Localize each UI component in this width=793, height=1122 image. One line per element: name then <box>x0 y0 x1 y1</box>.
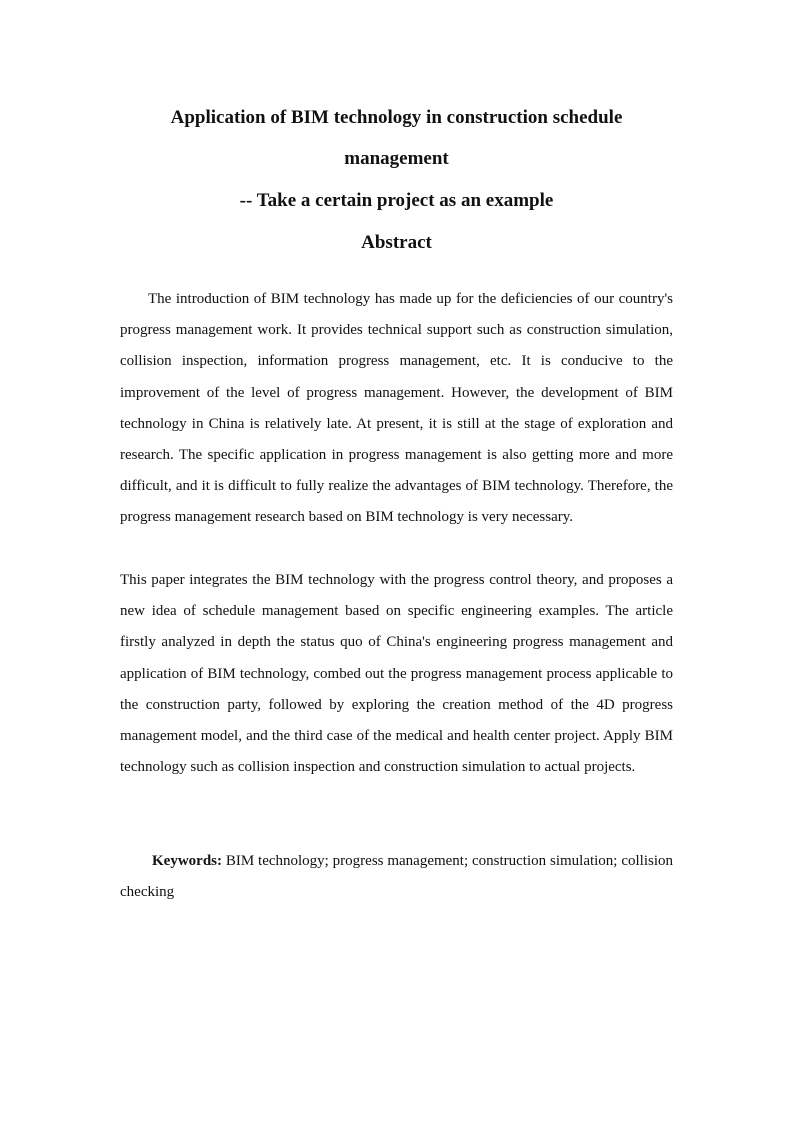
keywords-label: Keywords: <box>152 853 222 869</box>
title-line-1: Application of BIM technology in construction schedule <box>170 107 623 128</box>
abstract-paragraph-2: This paper integrates the BIM technology with the progress control theory, and proposes a new idea of schedule management based on specific engineering examples. The article firstly analyzed in depth the status quo of China's engineering progress management and application of BIM technology, combed out the progress management process applicable to the construction party, followed by exploring the creation method of the 4D progress management model, and the third case of the medical and health center project. Apply BIM technology such as collision inspection and construction simulation to actual projects. <box>120 572 673 776</box>
abstract-paragraph-1: The introduction of BIM technology has made up for the deficiencies of our country's progress management work. It provides technical support such as construction simulation, collision inspection, information progress management, etc. It is conducive to the improvement of the level of progress management. However, the development of BIM technology in China is relatively late. At present, it is still at the stage of exploration and research. The specific application in progress management is also getting more and more difficult, and it is difficult to fully realize the advantages of BIM technology. Therefore, the progress management research based on BIM technology is very necessary. <box>120 291 673 526</box>
title-line-2: management <box>344 148 449 169</box>
subtitle: -- Take a certain project as an example <box>239 190 554 211</box>
keywords-text: BIM technology; progress management; construction simulation; collision checking <box>120 853 673 901</box>
abstract-heading: Abstract <box>361 232 432 253</box>
keywords-line <box>120 846 673 908</box>
